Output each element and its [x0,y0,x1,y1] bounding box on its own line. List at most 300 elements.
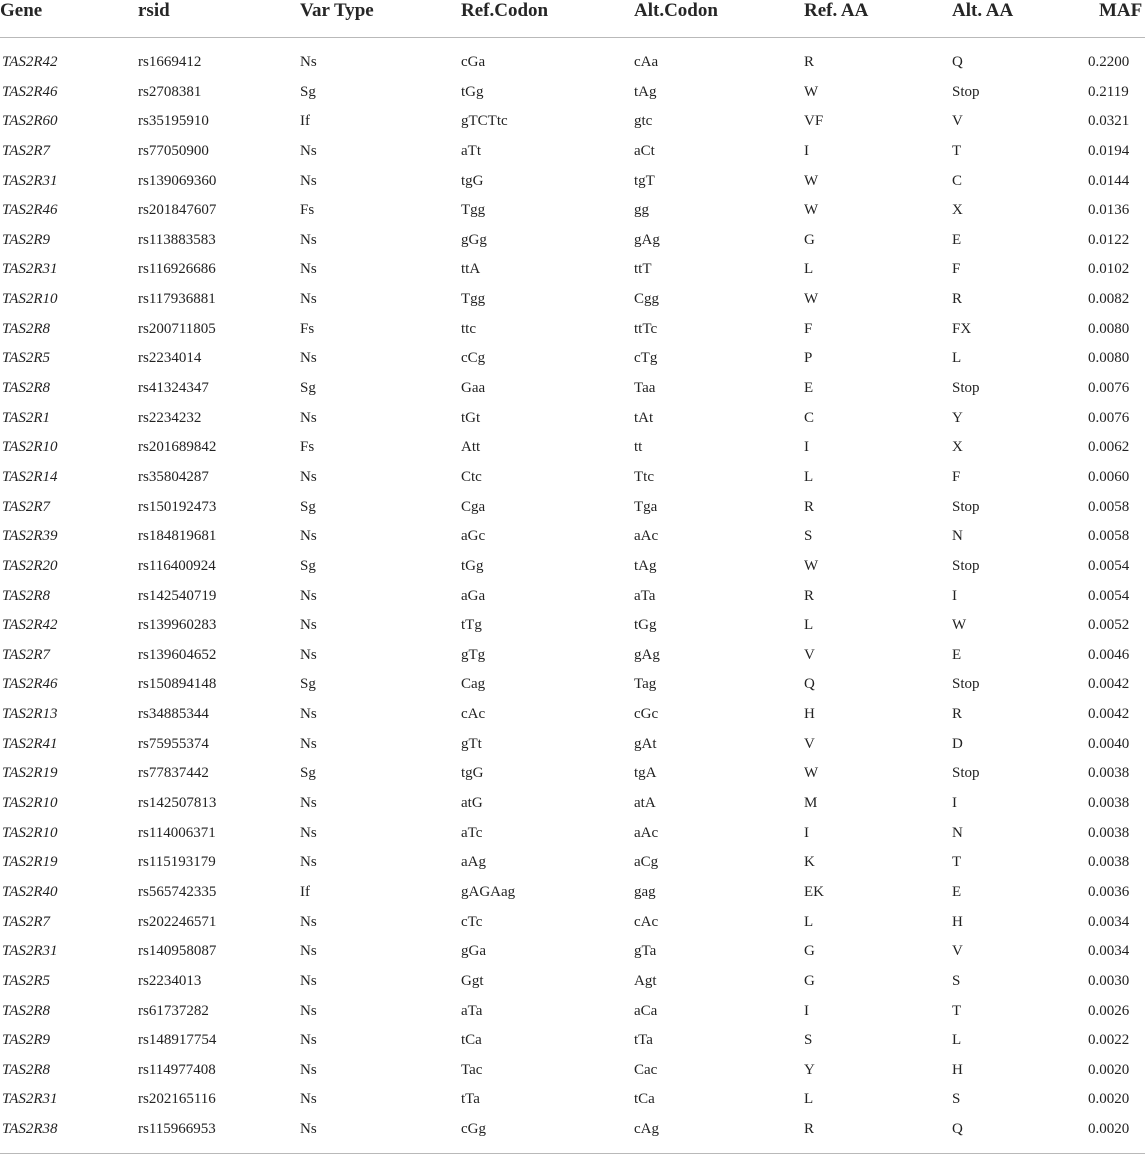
cell-var-type: Ns [300,468,317,485]
table-row [0,908,1145,938]
cell-alt-codon: tGg [634,617,657,634]
cell-maf: 0.0026 [1088,1002,1130,1019]
cell-maf: 0.0052 [1088,617,1130,634]
cell-gene: TAS2R19 [2,854,58,871]
cell-maf: 0.0321 [1088,113,1130,130]
cell-rsid: rs200711805 [138,320,216,337]
cell-rsid: rs117936881 [138,291,216,308]
cell-alt-codon: tt [634,439,643,456]
cell-ref-codon: aGc [461,528,486,545]
cell-ref-aa: R [804,1121,815,1138]
cell-maf: 0.0040 [1088,735,1130,752]
cell-alt-codon: cAg [634,1121,659,1138]
cell-alt-aa: Stop [952,676,980,693]
cell-ref-codon: Gaa [461,380,486,397]
cell-rsid: rs2234014 [138,350,202,367]
cell-alt-codon: Taa [634,380,656,397]
cell-maf: 0.0082 [1088,291,1130,308]
cell-alt-aa: X [952,202,963,219]
cell-ref-aa: G [804,943,815,960]
cell-alt-aa: D [952,735,963,752]
cell-var-type: Ns [300,1121,317,1138]
cell-var-type: Ns [300,854,317,871]
cell-ref-codon: tGt [461,409,481,426]
cell-var-type: Ns [300,172,317,189]
cell-gene: TAS2R10 [2,439,58,456]
cell-ref-codon: tgG [461,172,484,189]
table-row [0,848,1145,878]
cell-alt-codon: tgA [634,765,657,782]
cell-var-type: Ns [300,646,317,663]
cell-maf: 0.0036 [1088,883,1130,900]
cell-ref-aa: Q [804,676,815,693]
cell-rsid: rs114977408 [138,1061,216,1078]
cell-maf: 0.0194 [1088,142,1130,159]
cell-ref-aa: F [804,320,813,337]
header-rsid: rsid [138,0,170,21]
cell-maf: 0.2200 [1088,54,1130,70]
cell-var-type: Sg [300,765,316,782]
cell-var-type: Fs [300,320,315,337]
cell-ref-aa: C [804,409,815,426]
cell-alt-aa: N [952,528,963,545]
cell-var-type: Ns [300,735,317,752]
cell-rsid: rs139069360 [138,172,217,189]
cell-alt-codon: Tag [634,676,657,693]
cell-gene: TAS2R9 [2,1032,51,1049]
table-row [0,522,1145,552]
table-row [0,552,1145,582]
cell-ref-aa: R [804,587,815,604]
cell-var-type: Sg [300,498,316,515]
cell-ref-aa: E [804,380,814,397]
table-row [0,1056,1145,1086]
table-row [0,48,1145,78]
cell-gene: TAS2R46 [2,676,58,693]
cell-ref-codon: tTa [461,1091,480,1108]
table-row [0,196,1145,226]
cell-gene: TAS2R46 [2,202,58,219]
header-alt-aa: Alt. AA [952,0,1014,21]
table-row [0,700,1145,730]
cell-var-type: Sg [300,557,316,574]
cell-alt-codon: cGc [634,706,659,723]
header-maf: MAF [1099,0,1143,21]
cell-ref-aa: V [804,735,815,752]
cell-maf: 0.0102 [1088,261,1130,278]
cell-rsid: rs77050900 [138,142,209,159]
cell-gene: TAS2R38 [2,1121,58,1138]
cell-gene: TAS2R1 [2,409,51,426]
cell-ref-codon: atG [461,795,483,812]
cell-rsid: rs150894148 [138,676,217,693]
cell-alt-aa: W [952,617,967,634]
cell-gene: TAS2R14 [2,468,58,485]
cell-ref-aa: V [804,646,815,663]
cell-ref-codon: aGa [461,587,486,604]
cell-gene: TAS2R7 [2,498,51,515]
cell-gene: TAS2R7 [2,913,51,930]
cell-var-type: Ns [300,231,317,248]
cell-var-type: Ns [300,528,317,545]
cell-alt-codon: aCa [634,1002,658,1019]
cell-alt-aa: T [952,1002,962,1019]
cell-alt-aa: I [952,795,957,812]
cell-ref-codon: gTg [461,646,486,663]
cell-rsid: rs150192473 [138,498,217,515]
cell-var-type: Sg [300,676,316,693]
cell-rsid: rs202165116 [138,1091,216,1108]
cell-ref-codon: ttA [461,261,481,278]
cell-gene: TAS2R10 [2,824,58,841]
cell-alt-aa: C [952,172,963,189]
cell-var-type: Ns [300,913,317,930]
cell-alt-codon: tCa [634,1091,655,1108]
cell-ref-aa: K [804,854,815,871]
cell-var-type: Ns [300,291,317,308]
cell-ref-codon: aAg [461,854,486,871]
cell-rsid: rs77837442 [138,765,209,782]
cell-maf: 0.0038 [1088,824,1130,841]
cell-maf: 0.0020 [1088,1091,1130,1108]
table-row [0,107,1145,137]
cell-ref-codon: Tgg [461,202,486,219]
cell-ref-aa: I [804,824,809,841]
cell-alt-codon: aAc [634,528,659,545]
cell-ref-aa: S [804,528,813,545]
cell-ref-aa: VF [804,113,824,130]
cell-alt-codon: tAt [634,409,654,426]
cell-ref-aa: W [804,291,819,308]
cell-ref-codon: aTa [461,1002,483,1019]
table-row [0,670,1145,700]
cell-alt-aa: Y [952,409,963,426]
cell-alt-aa: Stop [952,380,980,397]
cell-var-type: Ns [300,409,317,426]
cell-ref-codon: gAGAag [461,883,516,900]
cell-gene: TAS2R42 [2,617,58,634]
cell-ref-codon: gTt [461,735,482,752]
cell-alt-codon: aCg [634,854,659,871]
cell-ref-aa: I [804,1002,809,1019]
cell-gene: TAS2R8 [2,1061,51,1078]
cell-alt-aa: T [952,142,962,159]
cell-alt-codon: atA [634,795,656,812]
cell-ref-aa: W [804,202,819,219]
cell-var-type: Sg [300,380,316,397]
cell-rsid: rs75955374 [138,735,209,752]
cell-alt-aa: E [952,646,962,663]
cell-ref-aa: S [804,1032,813,1049]
cell-var-type: Ns [300,795,317,812]
table-row [0,285,1145,315]
cell-alt-codon: gAt [634,735,657,752]
cell-ref-codon: tgG [461,765,484,782]
cell-alt-codon: gAg [634,646,660,663]
cell-var-type: Ns [300,350,317,367]
cell-alt-aa: V [952,113,963,130]
cell-rsid: rs184819681 [138,528,217,545]
cell-var-type: Ns [300,1091,317,1108]
table-row [0,967,1145,997]
cell-rsid: rs2234013 [138,972,202,989]
cell-alt-codon: gg [634,202,649,219]
cell-alt-aa: S [952,1091,961,1108]
cell-rsid: rs142507813 [138,795,217,812]
table-header [0,0,1145,38]
cell-gene: TAS2R13 [2,706,58,723]
table-row [0,344,1145,374]
cell-alt-aa: F [952,261,961,278]
cell-maf: 0.0042 [1088,706,1130,723]
cell-maf: 0.0080 [1088,350,1130,367]
cell-var-type: Ns [300,1002,317,1019]
cell-ref-codon: Tac [461,1061,483,1078]
cell-ref-aa: W [804,83,819,100]
cell-maf: 0.0034 [1088,913,1130,930]
cell-gene: TAS2R41 [2,735,58,752]
cell-alt-codon: tTa [634,1032,653,1049]
cell-ref-codon: cTc [461,913,483,930]
cell-alt-aa: Q [952,54,963,70]
table-row [0,463,1145,493]
cell-alt-codon: tgT [634,172,655,189]
cell-rsid: rs142540719 [138,587,217,604]
cell-rsid: rs116400924 [138,557,216,574]
cell-gene: TAS2R46 [2,83,58,100]
cell-ref-codon: tGg [461,83,484,100]
cell-ref-codon: tCa [461,1032,482,1049]
cell-gene: TAS2R60 [2,113,58,130]
cell-alt-aa: F [952,468,961,485]
cell-alt-codon: Tga [634,498,658,515]
cell-gene: TAS2R8 [2,1002,51,1019]
cell-ref-aa: P [804,350,813,367]
cell-alt-codon: gTa [634,943,657,960]
table-row [0,582,1145,612]
cell-alt-codon: gag [634,883,656,900]
cell-gene: TAS2R20 [2,557,58,574]
cell-rsid: rs139960283 [138,617,217,634]
cell-maf: 0.0020 [1088,1061,1130,1078]
table-row [0,493,1145,523]
cell-ref-codon: ttc [461,320,476,337]
cell-ref-aa: G [804,972,815,989]
table-row [0,315,1145,345]
header-ref-codon: Ref.Codon [461,0,549,21]
cell-var-type: Ns [300,972,317,989]
cell-alt-aa: Stop [952,765,980,782]
table-row [0,374,1145,404]
cell-alt-codon: aAc [634,824,659,841]
cell-maf: 0.0122 [1088,231,1130,248]
table-row [0,78,1145,108]
cell-ref-aa: I [804,439,809,456]
cell-var-type: Fs [300,202,315,219]
cell-alt-codon: ttT [634,261,652,278]
cell-ref-codon: cCg [461,350,486,367]
cell-ref-codon: aTt [461,142,481,159]
cell-rsid: rs148917754 [138,1032,217,1049]
cell-ref-codon: Cag [461,676,486,693]
cell-alt-codon: cAc [634,913,659,930]
table-bottom-rule [0,1153,1145,1154]
cell-var-type: Ns [300,943,317,960]
cell-var-type: Ns [300,587,317,604]
cell-alt-aa: Stop [952,557,980,574]
cell-maf: 0.0030 [1088,972,1130,989]
cell-ref-codon: Tgg [461,291,486,308]
cell-maf: 0.0076 [1088,409,1130,426]
cell-maf: 0.0062 [1088,439,1130,456]
cell-gene: TAS2R9 [2,231,51,248]
cell-gene: TAS2R5 [2,972,51,989]
cell-ref-codon: Cga [461,498,486,515]
cell-gene: TAS2R8 [2,380,51,397]
cell-gene: TAS2R10 [2,291,58,308]
cell-rsid: rs113883583 [138,231,216,248]
cell-var-type: Ns [300,617,317,634]
header-ref-aa: Ref. AA [804,0,869,21]
cell-maf: 0.0022 [1088,1032,1130,1049]
table-row [0,255,1145,285]
cell-ref-codon: Att [461,439,481,456]
table-row [0,611,1145,641]
table-row [0,433,1145,463]
cell-gene: TAS2R31 [2,261,58,278]
cell-rsid: rs41324347 [138,380,209,397]
cell-gene: TAS2R19 [2,765,58,782]
cell-gene: TAS2R7 [2,142,51,159]
table-row [0,937,1145,967]
cell-alt-codon: aTa [634,587,656,604]
cell-ref-aa: R [804,54,815,70]
cell-alt-codon: cAa [634,54,659,70]
cell-var-type: Fs [300,439,315,456]
cell-alt-aa: FX [952,320,972,337]
cell-alt-codon: tAg [634,83,657,100]
cell-alt-aa: E [952,231,962,248]
cell-ref-codon: cGa [461,54,486,70]
cell-ref-codon: Ggt [461,972,484,989]
cell-gene: TAS2R31 [2,943,58,960]
table-row [0,641,1145,671]
cell-gene: TAS2R42 [2,54,58,70]
cell-rsid: rs114006371 [138,824,216,841]
cell-alt-codon: ttTc [634,320,658,337]
cell-alt-aa: I [952,587,957,604]
table-row [0,1026,1145,1056]
cell-ref-codon: gGg [461,231,487,248]
cell-alt-aa: R [952,291,963,308]
cell-alt-aa: H [952,1061,963,1078]
cell-ref-aa: L [804,913,814,930]
cell-ref-aa: L [804,261,814,278]
cell-alt-aa: L [952,1032,962,1049]
cell-ref-aa: H [804,706,815,723]
cell-alt-aa: Stop [952,498,980,515]
table-row [0,137,1145,167]
cell-gene: TAS2R10 [2,795,58,812]
cell-rsid: rs115966953 [138,1121,216,1138]
cell-rsid: rs116926686 [138,261,216,278]
table-row [0,789,1145,819]
cell-maf: 0.0042 [1088,676,1130,693]
cell-maf: 0.0034 [1088,943,1130,960]
cell-maf: 0.0144 [1088,172,1130,189]
table-row [0,730,1145,760]
cell-rsid: rs35804287 [138,468,209,485]
cell-var-type: Sg [300,83,316,100]
cell-rsid: rs1669412 [138,54,202,70]
cell-gene: TAS2R31 [2,172,58,189]
cell-alt-codon: tAg [634,557,657,574]
cell-alt-codon: aCt [634,142,655,159]
table-row [0,404,1145,434]
table-row [0,1085,1145,1115]
cell-ref-aa: EK [804,883,824,900]
cell-alt-aa: R [952,706,963,723]
cell-var-type: Ns [300,54,317,70]
cell-ref-aa: W [804,765,819,782]
cell-gene: TAS2R40 [2,883,58,900]
table-row [0,167,1145,197]
cell-maf: 0.0020 [1088,1121,1130,1138]
cell-rsid: rs565742335 [138,883,217,900]
cell-rsid: rs202246571 [138,913,217,930]
cell-var-type: Ns [300,706,317,723]
cell-ref-codon: gGa [461,943,486,960]
table-row [0,819,1145,849]
cell-var-type: Ns [300,1061,317,1078]
cell-rsid: rs2234232 [138,409,202,426]
cell-ref-codon: gTCTtc [461,113,508,130]
cell-ref-codon: cGg [461,1121,486,1138]
cell-gene: TAS2R5 [2,350,51,367]
cell-maf: 0.0054 [1088,587,1130,604]
cell-gene: TAS2R39 [2,528,58,545]
cell-ref-aa: G [804,231,815,248]
table-row [0,878,1145,908]
cell-ref-aa: L [804,468,814,485]
cell-ref-aa: W [804,172,819,189]
cell-rsid: rs201847607 [138,202,217,219]
cell-maf: 0.0080 [1088,320,1130,337]
cell-var-type: Ns [300,1032,317,1049]
header-gene: Gene [0,0,43,21]
table-body [0,48,1145,1145]
header-var-type: Var Type [300,0,374,21]
cell-gene: TAS2R8 [2,320,51,337]
cell-alt-aa: T [952,854,962,871]
cell-maf: 0.0038 [1088,765,1130,782]
cell-alt-codon: Ttc [634,468,654,485]
cell-maf: 0.0060 [1088,468,1130,485]
cell-ref-aa: L [804,1091,814,1108]
cell-alt-aa: V [952,943,963,960]
cell-maf: 0.0136 [1088,202,1130,219]
cell-var-type: Ns [300,142,317,159]
cell-gene: TAS2R31 [2,1091,58,1108]
cell-gene: TAS2R8 [2,587,51,604]
cell-alt-codon: Agt [634,972,657,989]
cell-ref-aa: R [804,498,815,515]
cell-rsid: rs34885344 [138,706,209,723]
cell-ref-aa: M [804,795,818,812]
cell-ref-aa: W [804,557,819,574]
table-row [0,759,1145,789]
cell-alt-aa: X [952,439,963,456]
